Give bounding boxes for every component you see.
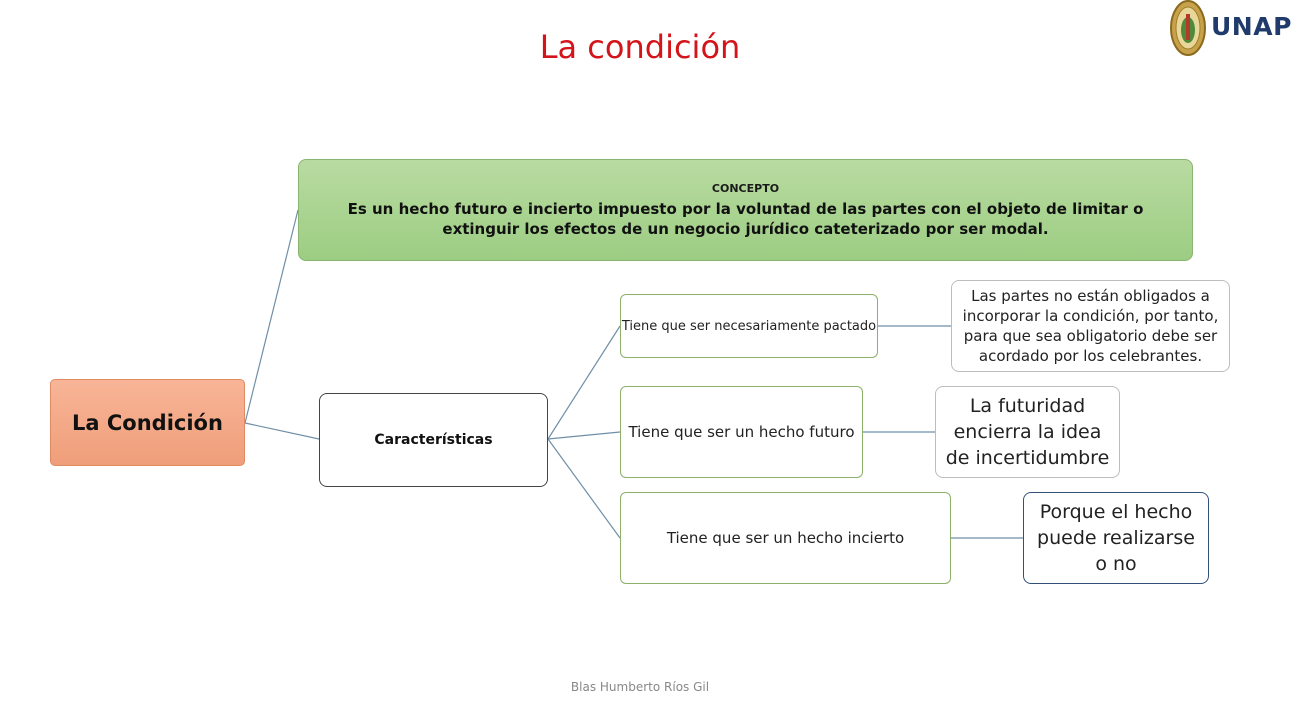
detail-box-pactado: Las partes no están obligados a incorporar la condición, por tanto, para que sea obligatorio debe ser acordado por los celebrantes.	[951, 280, 1230, 372]
root-node: La Condición	[50, 379, 245, 466]
concept-text: Es un hecho futuro e incierto impuesto por la voluntad de las partes con el objeto de limitar o extinguir los efectos de un negocio jurídico cateterizado por ser modal.	[347, 199, 1144, 238]
connector-root-characteristics	[245, 423, 319, 439]
concept-box	[298, 159, 1193, 261]
connector-char-item2	[548, 432, 620, 439]
connector-char-item1	[548, 326, 620, 439]
detail-box-incierto: Porque el hecho puede realizarse o no	[1023, 492, 1209, 584]
characteristics-node: Características	[319, 393, 548, 487]
characteristic-item-futuro: Tiene que ser un hecho futuro	[620, 386, 863, 478]
footer-author: Blas Humberto Ríos Gil	[570, 680, 710, 694]
concept-label: CONCEPTO	[711, 181, 780, 195]
characteristic-item-incierto: Tiene que ser un hecho incierto	[620, 492, 951, 584]
logo-text: UNAP	[1211, 12, 1292, 41]
connector-root-concept	[245, 210, 298, 423]
slide-title: La condición	[539, 28, 741, 66]
detail-box-futuro: La futuridad encierra la idea de incertidumbre	[935, 386, 1120, 478]
characteristic-item-pactado: Tiene que ser necesariamente pactado	[620, 294, 878, 358]
connector-char-item3	[548, 439, 620, 538]
